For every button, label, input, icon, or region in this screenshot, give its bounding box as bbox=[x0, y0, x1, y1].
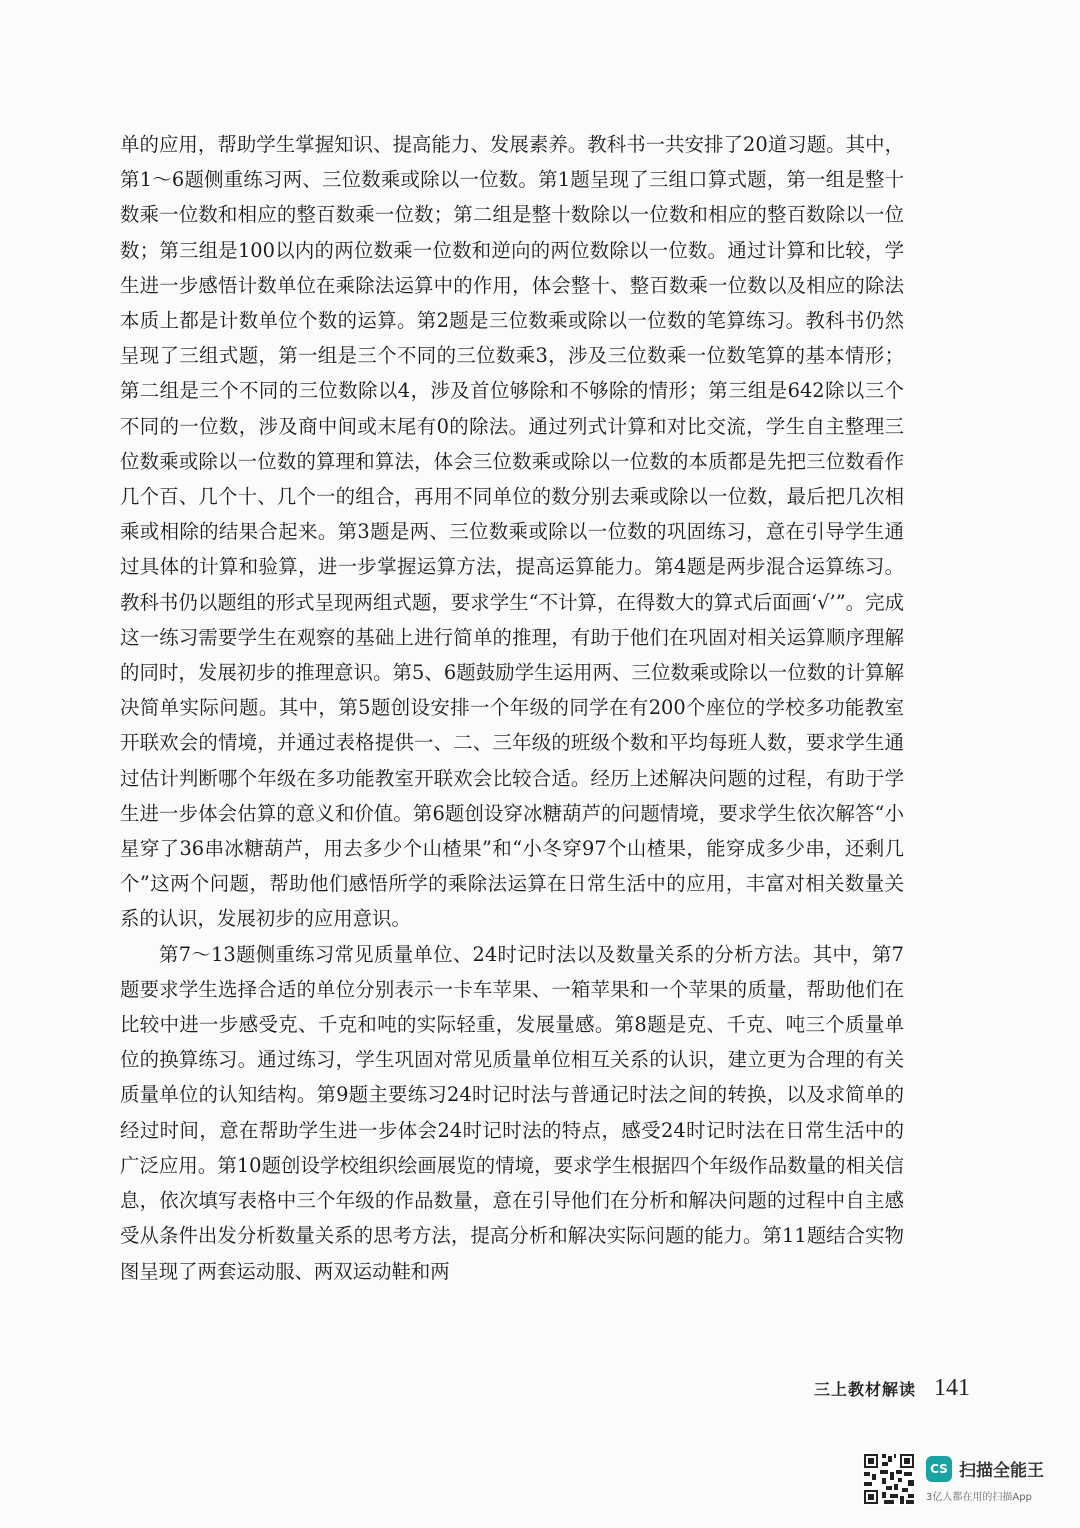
page-footer bbox=[780, 1370, 970, 1406]
paragraph-2: 第7～13题侧重练习常见质量单位、24时记时法以及数量关系的分析方法。其中，第7题要求学生选择合适的单位分别表示一卡车苹果、一箱苹果和一个苹果的质量，帮助他们在比较中进一步感受克、千克和吨的实际轻重，发展量感。第8题是克、千克、吨三个质量单位的换算练习。通过练习，学生巩固对常见质量单位相互关系的认识，建立更为合理的有关质量单位的认知结构。第9题主要练习24时记时法与普通记时法之间的转换，以及求简单的经过时间，意在帮助学生进一步体会24时记时法的特点，感受24时记时法在日常生活中的广泛应用。第10题创设学校组织绘画展览的情境，要求学生根据四个年级作品数量的相关信息，依次填写表格中三个年级的作品数量，意在引导他们在分析和解决问题的过程中自主感受从条件出发分析数量关系的思考方法，提高分析和解决实际问题的能力。第11题结合实物图呈现了两套运动服、两双运动鞋和两 bbox=[120, 942, 904, 1283]
brand-name: 扫描全能王 bbox=[959, 1461, 1044, 1481]
book-title: 三上教材解读 bbox=[813, 1379, 916, 1399]
body-text bbox=[120, 127, 904, 1289]
page-number: 141 bbox=[934, 1374, 970, 1401]
brand-slogan: 3亿人都在用的扫描App bbox=[926, 1492, 1032, 1503]
cs-logo-icon: CS bbox=[926, 1456, 952, 1482]
scanner-watermark bbox=[862, 1452, 1062, 1510]
paragraph-1: 单的应用，帮助学生掌握知识、提高能力、发展素养。教科书一共安排了20道习题。其中，第1～6题侧重练习两、三位数乘或除以一位数。第1题呈现了三组口算式题，第一组是整十数乘一位数和相应的整百数乘一位数；第二组是整十数除以一位数和相应的整百数除以一位数；第三组是100以内的两位数乘一位数和逆向的两位数除以一位数。通过计算和比较，学生进一步感悟计数单位在乘除法运算中的作用，体会整十、整百数乘一位数以及相应的除法本质上都是计数单位个数的运算。第2题是三位数乘或除以一位数的笔算练习。教科书仍然呈现了三组式题，第一组是三个不同的三位数乘3，涉及三位数乘一位数笔算的基本情形；第二组是三个不同的三位数除以4，涉及首位够除和不够除的情形；第三组是642除以三个不同的一位数，涉及商中间或末尾有0的除法。通过列式计算和对比交流，学生自主整理三位数乘或除以一位数的算理和算法，体会三位数乘或除以一位数的本质都是先把三位数看作几个百、几个十、几个一的组合，再用不同单位的数分别去乘或除以一位数，最后把几次相乘或相除的结果合起来。第3题是两、三位数乘或除以一位数的巩固练习，意在引导学生通过具体的计算和验算，进一步掌握运算方法，提高运算能力。第4题是两步混合运算练习。教科书仍以题组的形式呈现两组式题，要求学生“不计算，在得数大的算式后面画‘√’”。完成这一练习需要学生在观察的基础上进行简单的推理，有助于他们在巩固对相关运算顺序理解的同时，发展初步的推理意识。第5、6题鼓励学生运用两、三位数乘或除以一位数的计算解决简单实际问题。其中，第5题创设安排一个年级的同学在有200个座位的学校多功能教室开联欢会的情境，并通过表格提供一、二、三年级的班级个数和平均每班人数，要求学生通过估计判断哪个年级在多功能教室开联欢会比较合适。经历上述解决问题的过程，有助于学生进一步体会估算的意义和价值。第6题创设穿冰糖葫芦的问题情境，要求学生依次解答“小星穿了36串冰糖葫芦，用去多少个山楂果”和“小冬穿97个山楂果，能穿成多少串，还剩几个”这两个问题，帮助他们感悟所学的乘除法运算在日常生活中的应用，丰富对相关数量关系的认识，发展初步的应用意识。 bbox=[120, 133, 904, 931]
qr-code-icon bbox=[862, 1452, 916, 1506]
